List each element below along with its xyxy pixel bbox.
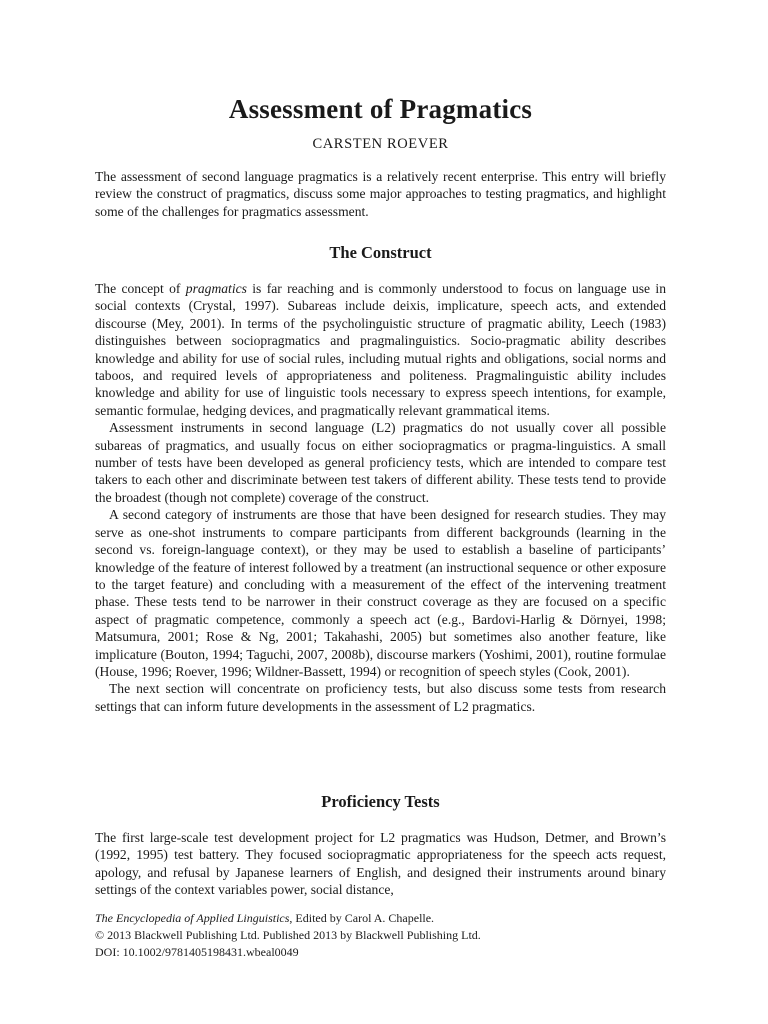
construct-body bbox=[95, 280, 666, 715]
footer-copyright: © 2013 Blackwell Publishing Ltd. Published 2013 by Blackwell Publishing Ltd. bbox=[95, 928, 481, 942]
construct-paragraph-3: A second category of instruments are those that have been designed for research studies. They may serve as one-shot instruments to compare participants from different backgrounds (learning in the second vs. foreign-language context), or they may be used to establish a baseline of participants’ knowledge of the feature of interest followed by a treatment (an instructional sequence or other exposure to the target feature) and concluding with a measurement of the effect of the intervening treatment phase. These tests tend to be narrower in their construct coverage as they are focused on a specific aspect of pragmatic competence, commonly a speech act (e.g., Bardovi-Harlig & Dörnyei, 1998; Matsumura, 2001; Rose & Ng, 2001; Takahashi, 2005) but sometimes also another feature, like implicature (Bouton, 1994; Taguchi, 2007, 2008b), discourse markers (Yoshimi, 2001), routine formulae (House, 1996; Roever, 1996; Wildner-Bassett, 1994) or recognition of speech styles (Cook, 2001). bbox=[95, 507, 666, 679]
abstract-paragraph: The assessment of second language pragmatics is a relatively recent enterprise. This entry will briefly review the construct of pragmatics, discuss some major approaches to testing pragmatics, and highlight some of the challenges for pragmatics assessment. bbox=[95, 169, 666, 219]
footer-doi: DOI: 10.1002/9781405198431.wbeal0049 bbox=[95, 945, 299, 959]
construct-paragraph-1: The concept of pragmatics is far reaching and is commonly understood to focus on language use in social contexts (Crystal, 1997). Subareas include deixis, implicature, speech acts, and extended discourse (Mey, 2001). In terms of the psycholinguistic structure of pragmatic ability, Leech (1983) distinguishes between sociopragmatics and pragmalinguistics. Socio-pragmatic ability describes knowledge and ability for use of social rules, including mutual rights and obligations, social norms and taboos, and required levels of appropriateness and politeness. Pragmalinguistic ability includes knowledge and ability for use of linguistic tools necessary to express speech intentions, for example, semantic formulae, hedging devices, and pragmatically relevant grammatical items. bbox=[95, 281, 666, 418]
article-title: Assessment of Pragmatics bbox=[228, 94, 533, 124]
section-heading-proficiency-tests: Proficiency Tests bbox=[321, 792, 440, 811]
construct-paragraph-2: Assessment instruments in second language (L2) pragmatics do not usually cover all possible subareas of pragmatics, and usually focus on either sociopragmatics or pragma-linguistics. A small number of tests have been developed as general proficiency tests, which are intended to compare test takers to each other and discriminate between test takers of different ability. These tests tend to provide the broadest (though not complete) coverage of the construct. bbox=[95, 420, 666, 505]
article-author: CARSTEN ROEVER bbox=[312, 136, 449, 152]
construct-paragraph-4: The next section will concentrate on proficiency tests, but also discuss some tests from research settings that can inform future developments in the assessment of L2 pragmatics. bbox=[95, 681, 666, 714]
publication-footer bbox=[95, 910, 666, 961]
proficiency-paragraph-1: The first large-scale test development project for L2 pragmatics was Hudson, Detmer, and Brown’s (1992, 1995) test battery. They focused sociopragmatic appropriateness for the speech acts request, apology, and refusal by Japanese learners of English, and designed their instruments around binary settings of the context variables power, social distance, bbox=[95, 830, 666, 898]
section-heading-construct: The Construct bbox=[329, 243, 432, 262]
proficiency-body bbox=[95, 829, 666, 899]
abstract-block bbox=[95, 168, 666, 220]
emphasis-term: pragmatics bbox=[185, 281, 247, 296]
footer-citation: The Encyclopedia of Applied Linguistics, Edited by Carol A. Chapelle. bbox=[95, 911, 435, 925]
